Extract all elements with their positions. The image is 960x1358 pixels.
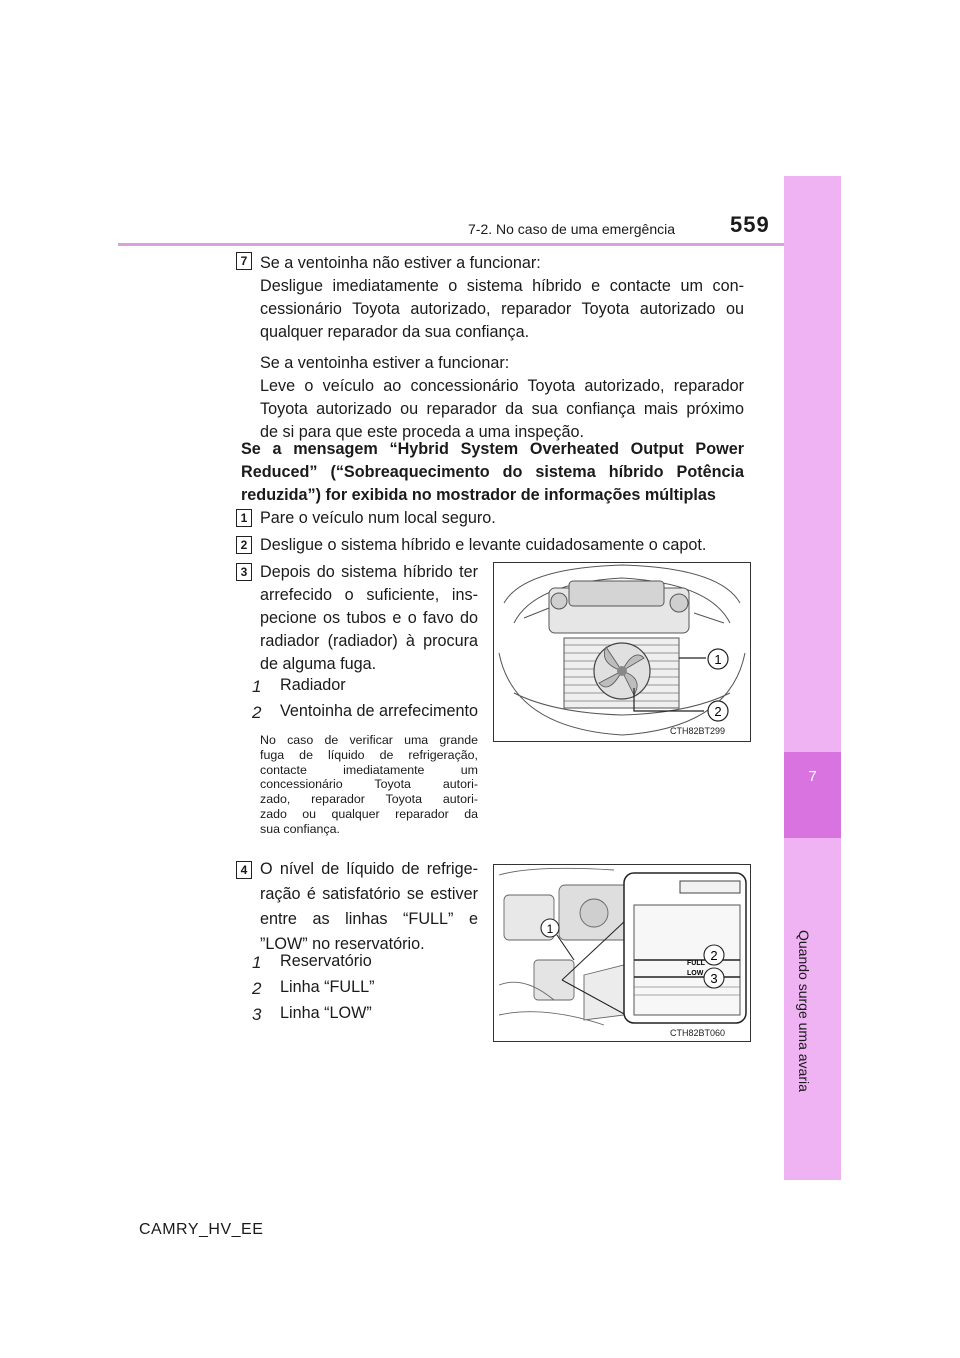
step-3-line: radiador (radiador) à procura [260,632,478,650]
step-number-3: 3 [236,563,252,581]
chapter-tab-active [784,752,841,838]
step-4-line: ração é satisfatório se estiver [260,885,478,903]
step-number-4: 4 [236,861,252,879]
step-3-note [260,733,478,837]
step-4-text [260,857,478,957]
step-7-line: Leve o veículo ao concessionário Toyota autorizado, reparador [260,377,744,395]
note-line: No caso de verificar uma grande [260,733,478,747]
step-7-line: qualquer reparador da sua confiança. [260,323,530,341]
step-7-line: Toyota autorizado ou reparador da sua confiança mais próximo [260,400,744,418]
reservoir-illustration [494,865,750,1041]
page-number: 559 [730,212,770,237]
step-7-text [260,252,744,444]
step-7-line: de si para que este proceda a uma inspeção. [260,423,584,441]
step-7-line: Se a ventoinha estiver a funcionar: [260,354,510,372]
step-3-line: pecione os tubos e o favo do [260,609,478,627]
step-4-line: entre as linhas “FULL” e [260,910,478,928]
callout-label-fan: Ventoinha de arrefecimento [280,702,478,720]
chapter-title: Quando surge uma avaria [796,930,812,1092]
heading-line: Se a mensagem “Hybrid System Overheated Output Power [241,440,744,458]
step-number-7: 7 [236,252,252,270]
callout-number: 2 [252,979,262,998]
section-title: 7-2. No caso de uma emergência [468,221,675,237]
callout-label-low: Linha “LOW” [280,1004,372,1022]
callout-number: 2 [252,703,262,722]
step-7-line: cessionário Toyota autorizado, reparador Toyota autorizado ou [260,300,744,318]
callout-number: 1 [252,953,262,972]
low-line-label: LOW [687,970,704,977]
chapter-number: 7 [808,768,817,785]
step-7-line: Se a ventoinha não estiver a funcionar: [260,254,541,272]
figure-callout: 2 [714,704,722,719]
step-2-text: Desligue o sistema híbrido e levante cuidadosamente o capot. [260,536,707,554]
step-4-line: O nível de líquido de refrige- [260,860,478,878]
header-rule [118,243,784,246]
step-3-text [260,561,478,676]
chapter-tab [784,176,841,1180]
heading-line: reduzida”) for exibida no mostrador de informações múltiplas [241,486,716,504]
figure-coolant-reservoir [493,864,751,1042]
figure-callout: 1 [714,652,722,667]
note-line: fuga de líquido de refrigeração, [260,747,478,762]
callout-label-full: Linha “FULL” [280,978,375,996]
step-3-line: arrefecido o suficiente, ins- [260,586,478,604]
figure-code: CTH82BT299 [670,726,726,736]
callout-label-reservoir: Reservatório [280,952,372,970]
step-3-line: Depois do sistema híbrido ter [260,563,478,581]
engine-bay-illustration [494,563,750,741]
figure-callout: 3 [710,971,718,986]
note-line: zado ou qualquer reparador da [260,806,478,821]
callout-number: 3 [252,1005,262,1024]
step-7-line: Desligue imediatamente o sistema híbrido e contacte um con- [260,277,744,295]
heading-line: Reduced” (“Sobreaquecimento do sistema híbrido Potência [241,463,744,481]
note-line: concessionário Toyota autori- [260,777,478,792]
figure-callout: 2 [710,948,718,963]
note-line: zado, reparador Toyota autori- [260,792,478,807]
step-4-line: ”LOW” no reservatório. [260,935,425,953]
step-3-line: de alguma fuga. [260,655,377,673]
step-number-2: 2 [236,536,252,554]
note-line: sua confiança. [260,821,340,836]
full-line-label: FULL [687,960,705,967]
step-1-text: Pare o veículo num local seguro. [260,509,496,527]
callout-number: 1 [252,677,262,696]
callout-label-radiator: Radiador [280,676,346,694]
note-line: contacte imediatamente um [260,762,478,777]
footer-model: CAMRY_HV_EE [139,1221,264,1238]
step-number-1: 1 [236,509,252,527]
figure-engine-bay [493,562,751,742]
section-heading [241,438,744,507]
figure-code: CTH82BT060 [670,1028,726,1038]
figure-callout: 1 [546,922,554,936]
